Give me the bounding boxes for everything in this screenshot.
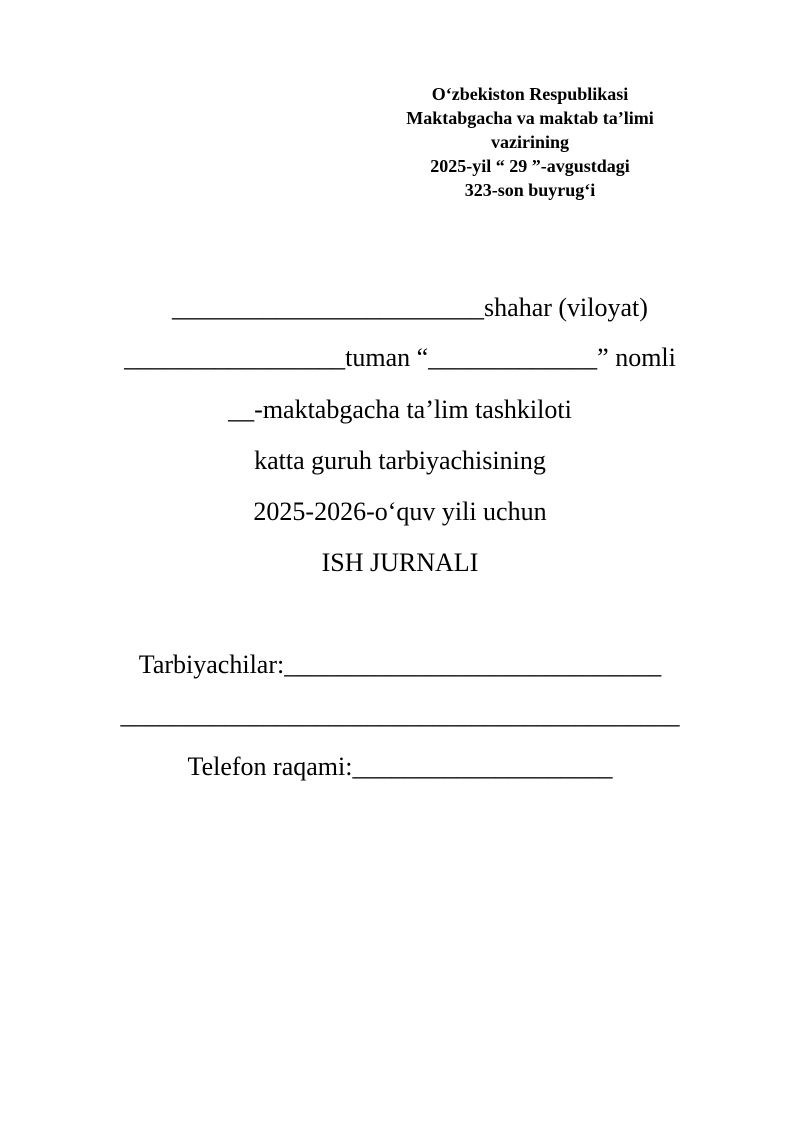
phone-line: Telefon raqami:____________________: [187, 752, 613, 781]
journal-title: ISH JURNALI: [321, 548, 479, 577]
organization-line: __-maktabgacha ta’lim tashkiloti: [228, 395, 572, 424]
header-line-order-number: 323-son buyrug‘i: [464, 180, 596, 200]
city-line: ________________________shahar (viloyat): [172, 293, 648, 322]
header-line-date: 2025-yil “ 29 ”-avgustdagi: [430, 156, 630, 176]
header-line-minister: vazirining: [490, 132, 569, 152]
educators-line: Tarbiyachilar:_____________________________: [138, 650, 662, 679]
header-line-ministry: Maktabgacha va maktab ta’limi: [406, 108, 654, 128]
academic-year-line: 2025-2026-o‘quv yili uchun: [253, 497, 547, 526]
header-line-republic: O‘zbekiston Respublikasi: [431, 84, 629, 104]
blank-fill-line: ___________________________________________: [120, 700, 680, 729]
group-line: katta guruh tarbiyachisining: [254, 446, 546, 475]
district-line: _________________tuman “_____________” nomli: [124, 343, 676, 372]
order-reference-header: [360, 82, 700, 202]
